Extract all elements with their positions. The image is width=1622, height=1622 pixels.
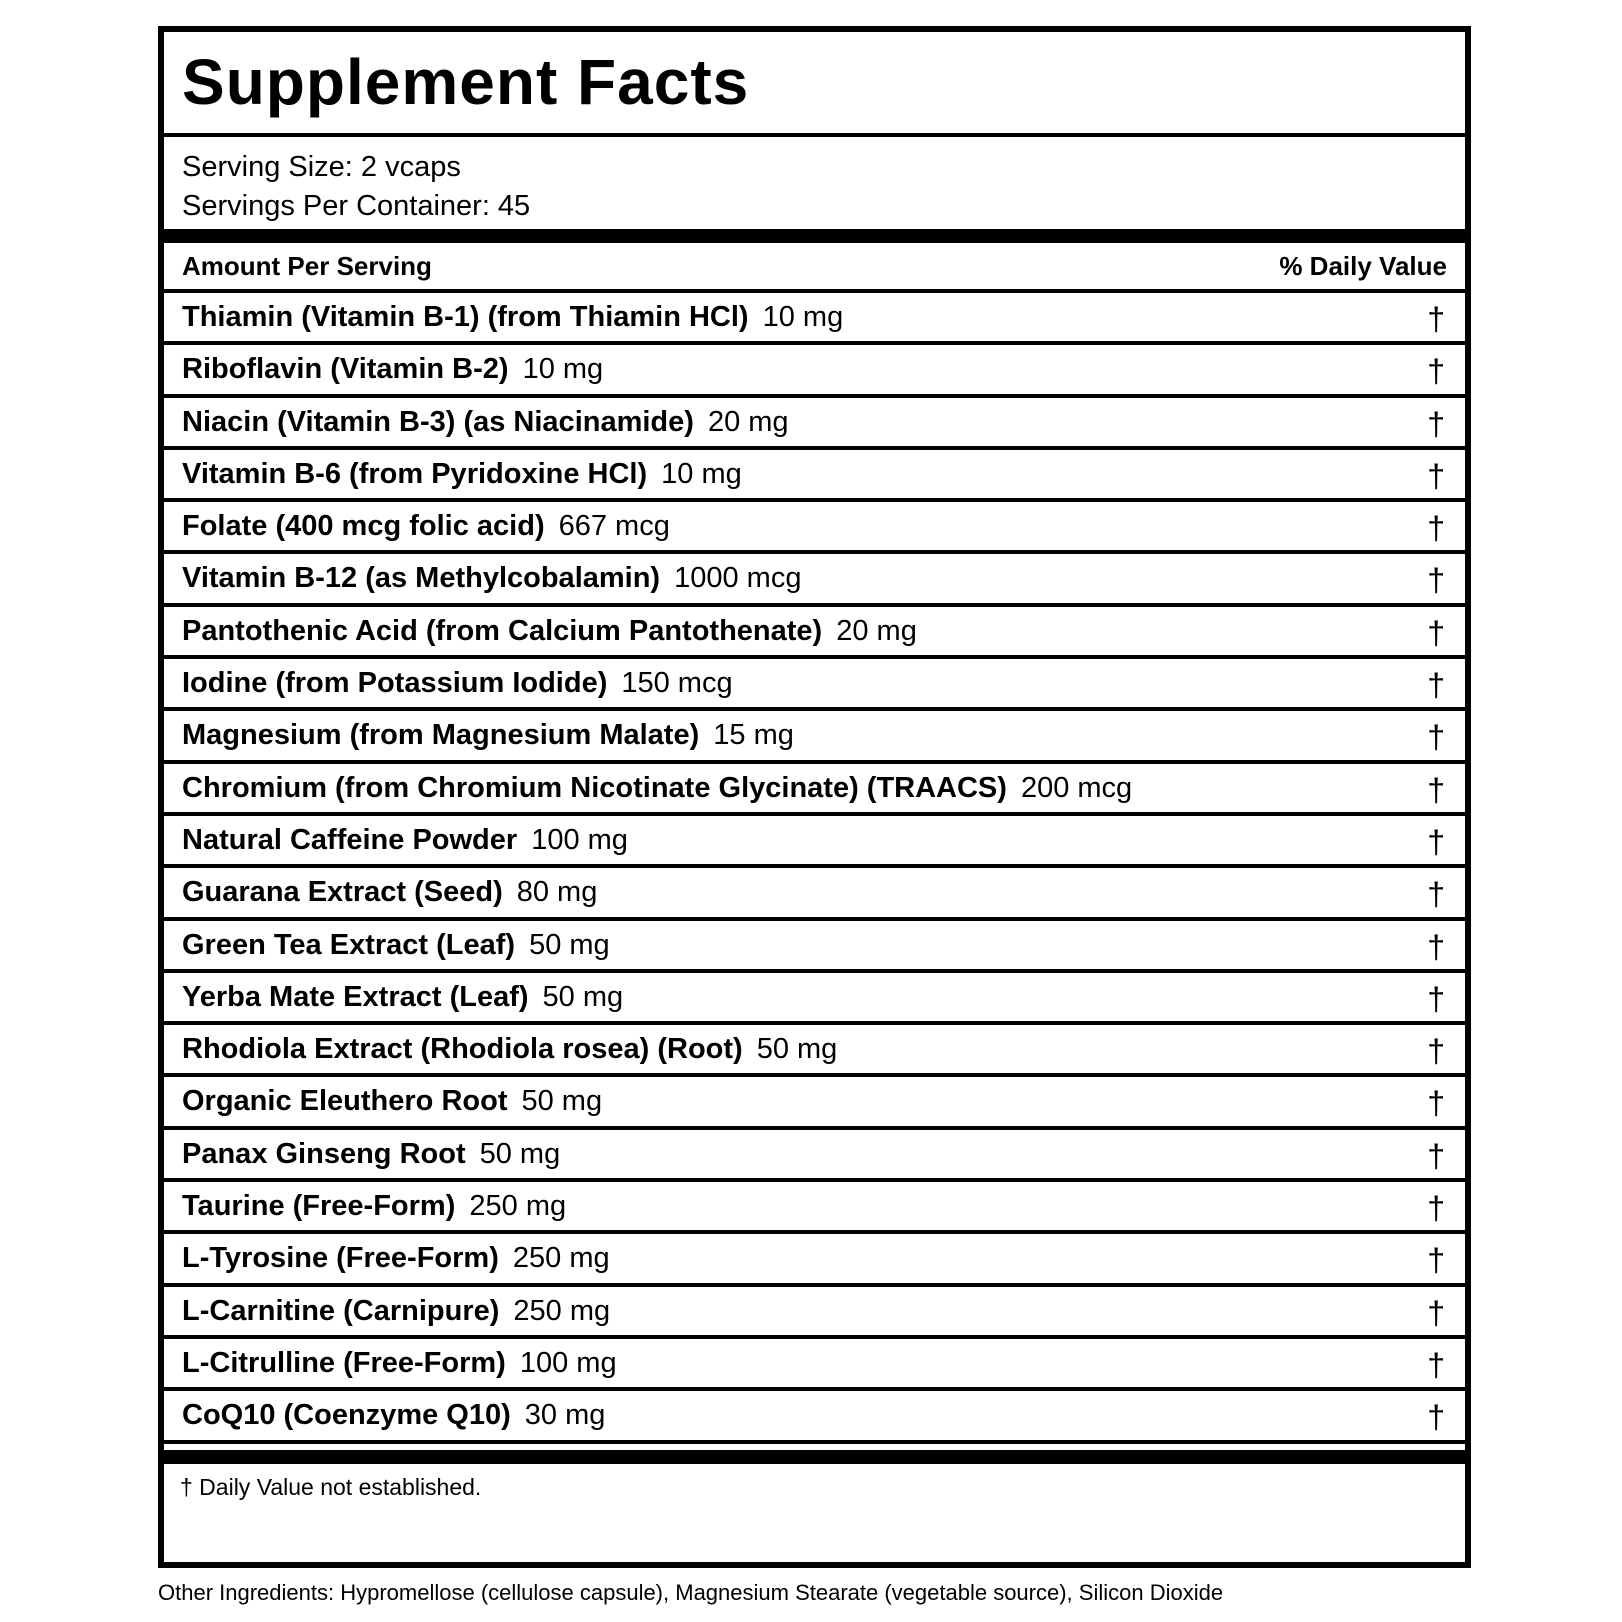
servings-per-container: Servings Per Container: 45 — [182, 190, 531, 222]
ingredient-label — [182, 616, 917, 648]
ingredient-label — [182, 511, 670, 543]
ingredient-name: Thiamin (Vitamin B-1) (from Thiamin HCl) — [182, 301, 749, 333]
daily-value-dagger: † — [1427, 1085, 1445, 1122]
ingredient-label — [182, 877, 597, 909]
ingredient-label — [182, 1139, 560, 1171]
ingredient-list — [164, 293, 1465, 1444]
supplement-facts-panel — [158, 26, 1471, 1568]
ingredient-row — [164, 293, 1465, 345]
ingredient-name: Iodine (from Potassium Iodide) — [182, 667, 608, 700]
ingredient-amount: 100 mg — [519, 1346, 617, 1379]
daily-value-dagger: † — [1427, 1346, 1445, 1383]
column-header-row — [164, 243, 1465, 293]
ingredient-name: Green Tea Extract (Leaf) — [182, 928, 516, 961]
ingredient-label — [182, 1034, 837, 1066]
ingredient-label — [182, 668, 733, 700]
ingredient-name: CoQ10 (Coenzyme Q10) — [182, 1399, 511, 1432]
daily-value-dagger: † — [1427, 614, 1445, 651]
ingredient-label — [182, 302, 843, 334]
ingredient-label — [182, 459, 742, 491]
ingredient-label — [182, 1243, 610, 1275]
daily-value-dagger: † — [1427, 928, 1445, 965]
ingredient-row — [164, 607, 1465, 659]
ingredient-row — [164, 711, 1465, 763]
ingredient-row — [164, 659, 1465, 711]
ingredient-row — [164, 1077, 1465, 1129]
ingredient-row — [164, 764, 1465, 816]
daily-value-dagger: † — [1427, 823, 1445, 860]
ingredient-amount: 50 mg — [521, 1085, 603, 1118]
bottom-divider — [164, 1450, 1465, 1464]
ingredient-row — [164, 973, 1465, 1025]
ingredient-name: Rhodiola Extract (Rhodiola rosea) (Root) — [182, 1033, 743, 1066]
ingredient-label — [182, 1086, 602, 1118]
ingredient-name: L-Tyrosine (Free-Form) — [182, 1242, 499, 1275]
ingredient-amount: 10 mg — [762, 301, 844, 333]
ingredient-amount: 20 mg — [836, 614, 917, 647]
ingredient-amount: 50 mg — [542, 980, 624, 1013]
ingredient-label — [182, 1348, 617, 1380]
ingredient-name: Guarana Extract (Seed) — [182, 876, 503, 909]
ingredient-row — [164, 1234, 1465, 1286]
ingredient-label — [182, 930, 610, 962]
ingredient-name: Folate (400 mcg folic acid) — [182, 510, 545, 543]
ingredient-amount: 10 mg — [522, 353, 604, 386]
daily-value-dagger: † — [1427, 1242, 1445, 1279]
daily-value-dagger: † — [1427, 719, 1445, 756]
panel-title: Supplement Facts — [182, 46, 750, 118]
ingredient-amount: 1000 mcg — [674, 562, 802, 595]
ingredient-name: Yerba Mate Extract (Leaf) — [182, 980, 529, 1013]
ingredient-label — [182, 773, 1132, 805]
ingredient-amount: 50 mg — [529, 928, 610, 961]
daily-value-dagger: † — [1427, 980, 1445, 1017]
ingredient-amount: 250 mg — [469, 1190, 567, 1223]
ingredient-row — [164, 450, 1465, 502]
ingredient-row — [164, 1391, 1465, 1443]
daily-value-dagger: † — [1427, 562, 1445, 599]
ingredient-name: Pantothenic Acid (from Calcium Pantothenate) — [182, 614, 823, 647]
ingredient-name: Niacin (Vitamin B-3) (as Niacinamide) — [182, 405, 694, 438]
daily-value-dagger: † — [1427, 353, 1445, 390]
ingredient-label — [182, 354, 603, 386]
ingredient-label — [182, 407, 789, 439]
daily-value-dagger: † — [1427, 457, 1445, 494]
daily-value-dagger: † — [1427, 301, 1445, 337]
ingredient-name: Riboflavin (Vitamin B-2) — [182, 353, 509, 386]
daily-value-dagger: † — [1427, 771, 1445, 808]
ingredient-name: Magnesium (from Magnesium Malate) — [182, 719, 700, 752]
ingredient-amount: 200 mcg — [1020, 771, 1133, 804]
ingredient-row — [164, 816, 1465, 868]
ingredient-amount: 20 mg — [707, 405, 789, 438]
ingredient-amount: 10 mg — [661, 457, 742, 490]
ingredient-amount: 50 mg — [479, 1137, 561, 1170]
title-section — [164, 32, 1465, 137]
ingredient-row — [164, 502, 1465, 554]
ingredient-amount: 667 mcg — [558, 510, 670, 543]
ingredient-row — [164, 1287, 1465, 1339]
daily-value-dagger: † — [1427, 876, 1445, 913]
ingredient-label — [182, 1400, 605, 1432]
amount-per-serving-header: Amount Per Serving — [182, 251, 432, 281]
serving-info — [164, 137, 1465, 243]
ingredient-amount: 80 mg — [516, 876, 598, 909]
ingredient-name: Organic Eleuthero Root — [182, 1085, 508, 1118]
daily-value-dagger: † — [1427, 667, 1445, 704]
ingredient-label — [182, 1191, 566, 1223]
ingredient-row — [164, 921, 1465, 973]
ingredient-amount: 100 mg — [531, 823, 628, 856]
ingredient-name: Chromium (from Chromium Nicotinate Glycinate) (TRAACS) — [182, 771, 1007, 804]
footnote: † Daily Value not established. — [180, 1474, 482, 1500]
daily-value-dagger: † — [1427, 510, 1445, 547]
ingredient-name: Vitamin B-12 (as Methylcobalamin) — [182, 562, 661, 595]
daily-value-dagger: † — [1427, 1399, 1445, 1436]
ingredient-amount: 150 mcg — [621, 667, 733, 700]
daily-value-dagger: † — [1427, 1190, 1445, 1227]
ingredient-row — [164, 868, 1465, 920]
ingredient-row — [164, 1182, 1465, 1234]
ingredient-name: Taurine (Free-Form) — [182, 1190, 456, 1223]
daily-value-dagger: † — [1427, 1137, 1445, 1174]
ingredient-amount: 30 mg — [524, 1399, 606, 1432]
ingredient-name: L-Carnitine (Carnipure) — [182, 1294, 500, 1327]
daily-value-dagger: † — [1427, 405, 1445, 442]
other-ingredients: Other Ingredients: Hypromellose (cellulose capsule), Magnesium Stearate (vegetable source), Silicon Dioxide — [158, 1580, 1224, 1605]
ingredient-label — [182, 825, 628, 857]
ingredient-row — [164, 1339, 1465, 1391]
ingredient-label — [182, 1296, 610, 1328]
ingredient-label — [182, 720, 794, 752]
ingredient-label — [182, 982, 623, 1014]
daily-value-dagger: † — [1427, 1294, 1445, 1331]
ingredient-row — [164, 1025, 1465, 1077]
ingredient-amount: 50 mg — [756, 1033, 838, 1066]
ingredient-row — [164, 345, 1465, 397]
ingredient-row — [164, 554, 1465, 606]
ingredient-name: Panax Ginseng Root — [182, 1137, 466, 1170]
ingredient-amount: 250 mg — [513, 1294, 611, 1327]
daily-value-header: % Daily Value — [1279, 251, 1447, 281]
serving-size: Serving Size: 2 vcaps — [182, 151, 461, 183]
ingredient-name: Natural Caffeine Powder — [182, 823, 518, 856]
ingredient-amount: 15 mg — [713, 719, 794, 752]
ingredient-row — [164, 398, 1465, 450]
ingredient-label — [182, 563, 801, 595]
ingredient-row — [164, 1130, 1465, 1182]
ingredient-name: Vitamin B-6 (from Pyridoxine HCl) — [182, 457, 648, 490]
ingredient-name: L-Citrulline (Free-Form) — [182, 1346, 506, 1379]
ingredient-amount: 250 mg — [512, 1242, 610, 1275]
daily-value-dagger: † — [1427, 1033, 1445, 1070]
